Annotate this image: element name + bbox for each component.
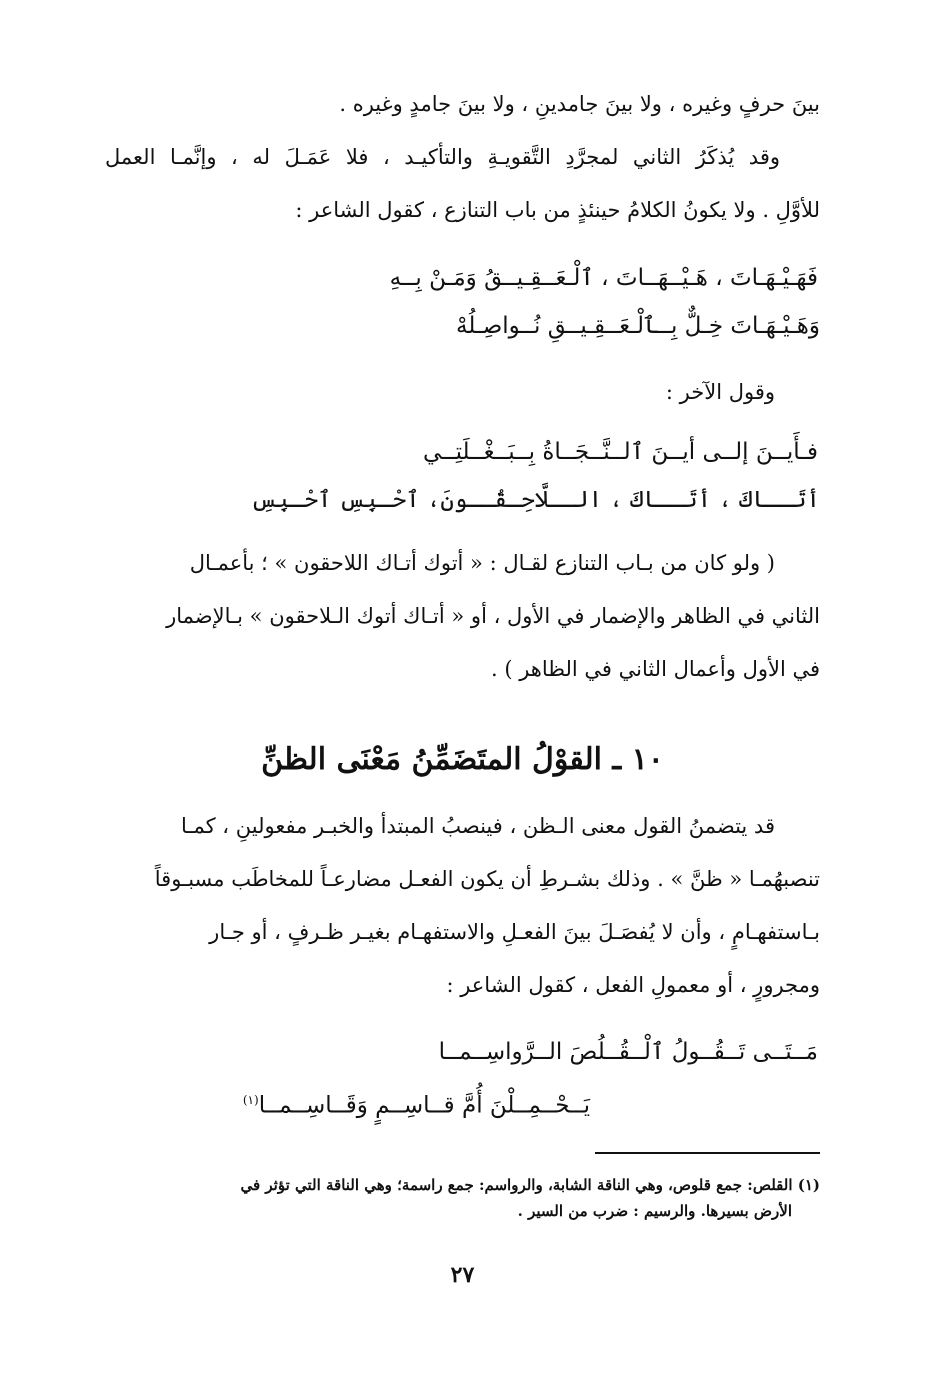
text-line: في الأول وأعمال الثاني في الظاهر ) . [490,657,820,681]
paragraph-intro-2 [105,366,820,419]
verse-2 [105,428,820,524]
paragraph-note [105,537,820,696]
text-line: قد يتضمنُ القول معنى الـظن ، فينصبُ المبتدأ والخبـر مفعولينِ ، كمـا [180,814,775,838]
footnote-reference: (١) [242,1093,259,1107]
verse-1 [105,254,820,350]
footnote-divider [595,1152,820,1154]
verse-hemistich-second [105,1076,820,1130]
text-line: وقد يُذكَرُ الثاني لمجرَّدِ التَّقويـةِ والتأكيـد ، فلا عَمَـلَ له ، وإنَّمـا العمل [105,145,780,169]
page-number: ٢٧ [450,1262,475,1288]
text-line: للأوَّلِ . ولا يكونُ الكلامُ حينئذٍ من باب التنازع ، كقول الشاعر : [295,198,820,222]
verse-text: يَــحْــمِــلْنَ أُمَّ قــاسِــمٍ وَقَــاسِــمــا [258,1092,590,1119]
footnote [105,1172,820,1224]
text-line: تنصبهُمـا « ظنَّ » . وذلك بشـرطِ أن يكون الفعـل مضارعـاً للمخاطَب مسبـوقاً [154,867,820,891]
footnote-line: (١) القلص: جمع قلوص، وهي الناقة الشابة، والرواسم: جمع راسمة؛ وهي الناقة التي تؤثر في [240,1176,820,1194]
text-line: الثاني في الظاهر والإضمار في الأول ، أو « أتـاك أتوك الـلاحقون » بـالإضمار [166,604,820,628]
text-line: بـاستفهـامٍ ، وأن لا يُفصَـلَ بينَ الفعـلِ والاستفهـام بغيـر ظـرفٍ ، أو جـار [209,920,820,944]
verse-hemistich-first: فَهَـيْـهَـاتَ ، هَـيْــهَــاتَ ، ٱلْـعَــقِـيــقُ وَمَـنْ بِــهِ [389,265,818,291]
text-line: ( ولو كان من بـاب التنازع لقـال : « أتوك أتـاك اللاحقون » ؛ بأعمـال [189,551,775,575]
verse-hemistich-second: أتَــاكَ ، أتَــاكَ ، الــلَّاحِـقُــونَ، ٱحْـبِسِ ٱحْـبِسِ [250,487,820,513]
section-heading: ١٠ ـ القوْلُ المتَضَمِّنُ مَعْنَى الظنِّ [261,742,664,777]
text-line: بينَ حرفٍ وغيره ، ولا بينَ جامدينِ ، ولا بينَ جامدٍ وغيره . [339,92,820,116]
verse-hemistich-first: فـأَيــنَ إلــى أيــنَ ٱلــنَّــجَــاةُ بِــبَــغْــلَتِــي [422,439,818,465]
verse-hemistich-second: وَهَـيْـهَـاتَ خِـلٌّ بِــٱلْـعَــقِـيــقِ نُــواصِـلُهْ [456,313,820,339]
text-line: ومجرورٍ ، أو معمولِ الفعل ، كقول الشاعر : [446,973,820,997]
verse-hemistich-first: مَــتَــى تَــقُــولُ ٱلْــقُــلُصَ الــرَّواسِــمــا [438,1039,818,1065]
paragraph-intro [105,78,820,237]
paragraph-section [105,800,820,1012]
verse-3 [105,1028,820,1130]
text-line: وقول الآخر : [665,380,775,404]
footnote-line: الأرض بسيرها. والرسيم : ضرب من السير . [517,1202,792,1220]
